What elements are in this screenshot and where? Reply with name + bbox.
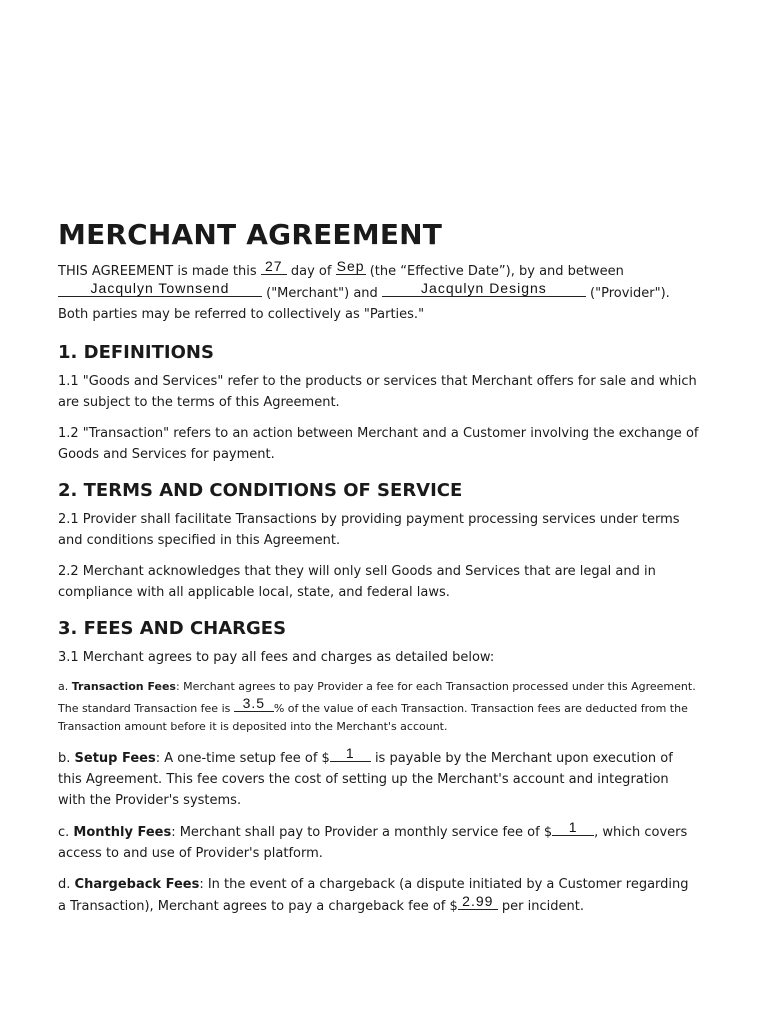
fee-item-text: : In the event of a chargeback (a dispute initiated by a Customer regarding a Transaction), Merchant agrees to pay a chargeback fee of $ [58, 876, 689, 914]
intro-text: day of [286, 264, 336, 279]
fee-item-setup [58, 744, 700, 811]
fee-item-text: : Merchant agrees to pay Provider a fee for each Transaction processed under this Agreement. The standard Transaction fee is [58, 680, 696, 715]
transaction-fee-value: 3.5 [242, 694, 266, 711]
merchant-name-field[interactable] [58, 282, 262, 297]
chargeback-fee-value: 2.99 [462, 892, 494, 909]
provider-name-value: Jacqulyn Designs [421, 280, 547, 296]
transaction-fee-field[interactable] [234, 694, 274, 712]
fees-3-1: 3.1 Merchant agrees to pay all fees and charges as detailed below: [58, 650, 495, 665]
fee-item-text: is payable by the Merchant upon execution of this Agreement. This fee covers the cost of setting up the Merchant's account and integration with the Provider's systems. [58, 750, 673, 808]
fee-item-transaction [58, 678, 700, 737]
month-field[interactable] [336, 260, 366, 275]
intro-text: THIS AGREEMENT is made this [58, 264, 261, 279]
fee-item-label: Transaction Fees [71, 680, 176, 693]
fee-item-monthly [58, 818, 700, 864]
fee-item-label: Chargeback Fees [74, 876, 200, 892]
month-value: Sep [336, 258, 365, 274]
fee-item-prefix: c. [58, 824, 74, 840]
section-heading-terms: 2. TERMS AND CONDITIONS OF SERVICE [58, 480, 463, 501]
day-field[interactable] [261, 260, 287, 275]
agreement-document [58, 218, 700, 927]
fee-item-prefix: b. [58, 750, 75, 766]
fee-item-label: Monthly Fees [73, 824, 172, 840]
section-heading-definitions: 1. DEFINITIONS [58, 342, 214, 363]
day-value: 27 [264, 258, 283, 274]
setup-fee-value: 1 [345, 744, 355, 761]
monthly-fee-value: 1 [568, 818, 578, 835]
fee-item-text: : Merchant shall pay to Provider a monthly service fee of $ [171, 824, 553, 840]
terms-2-2: 2.2 Merchant acknowledges that they will only sell Goods and Services that are legal and in compliance with all applicable local, state, and federal laws. [58, 564, 656, 600]
fee-item-prefix: d. [58, 876, 75, 892]
intro-text: (the “Effective Date”), by and between [365, 264, 624, 279]
fee-item-chargeback [58, 874, 700, 917]
intro-text: ("Provider"). Both parties may be referred to collectively as "Parties." [58, 286, 670, 322]
provider-name-field[interactable] [382, 282, 586, 297]
section-heading-fees: 3. FEES AND CHARGES [58, 618, 287, 639]
setup-fee-field[interactable] [330, 744, 371, 762]
document-title: MERCHANT AGREEMENT [58, 218, 443, 251]
definition-1-1: 1.1 "Goods and Services" refer to the products or services that Merchant offers for sale and which are subject to the terms of this Agreement. [58, 374, 697, 410]
fee-item-text: , which covers access to and use of Provider's platform. [58, 824, 688, 861]
chargeback-fee-field[interactable] [458, 892, 498, 910]
fee-item-prefix: a. [58, 680, 72, 693]
definition-1-2: 1.2 "Transaction" refers to an action between Merchant and a Customer involving the exchange of Goods and Services for payment. [58, 426, 699, 462]
intro-text: ("Merchant") and [262, 286, 382, 301]
monthly-fee-field[interactable] [552, 818, 594, 836]
fee-item-text: per incident. [497, 898, 584, 914]
fee-item-text: : A one-time setup fee of $ [155, 750, 330, 766]
intro-paragraph [58, 260, 700, 325]
fee-item-text: % of the value of each Transaction. Transaction fees are deducted from the Transaction amount before it is deposited into the Merchant's account. [58, 701, 688, 733]
terms-2-1: 2.1 Provider shall facilitate Transactions by providing payment processing services under terms and conditions specified in this Agreement. [58, 512, 680, 548]
fee-item-label: Setup Fees [74, 750, 156, 766]
merchant-name-value: Jacqulyn Townsend [90, 280, 230, 296]
